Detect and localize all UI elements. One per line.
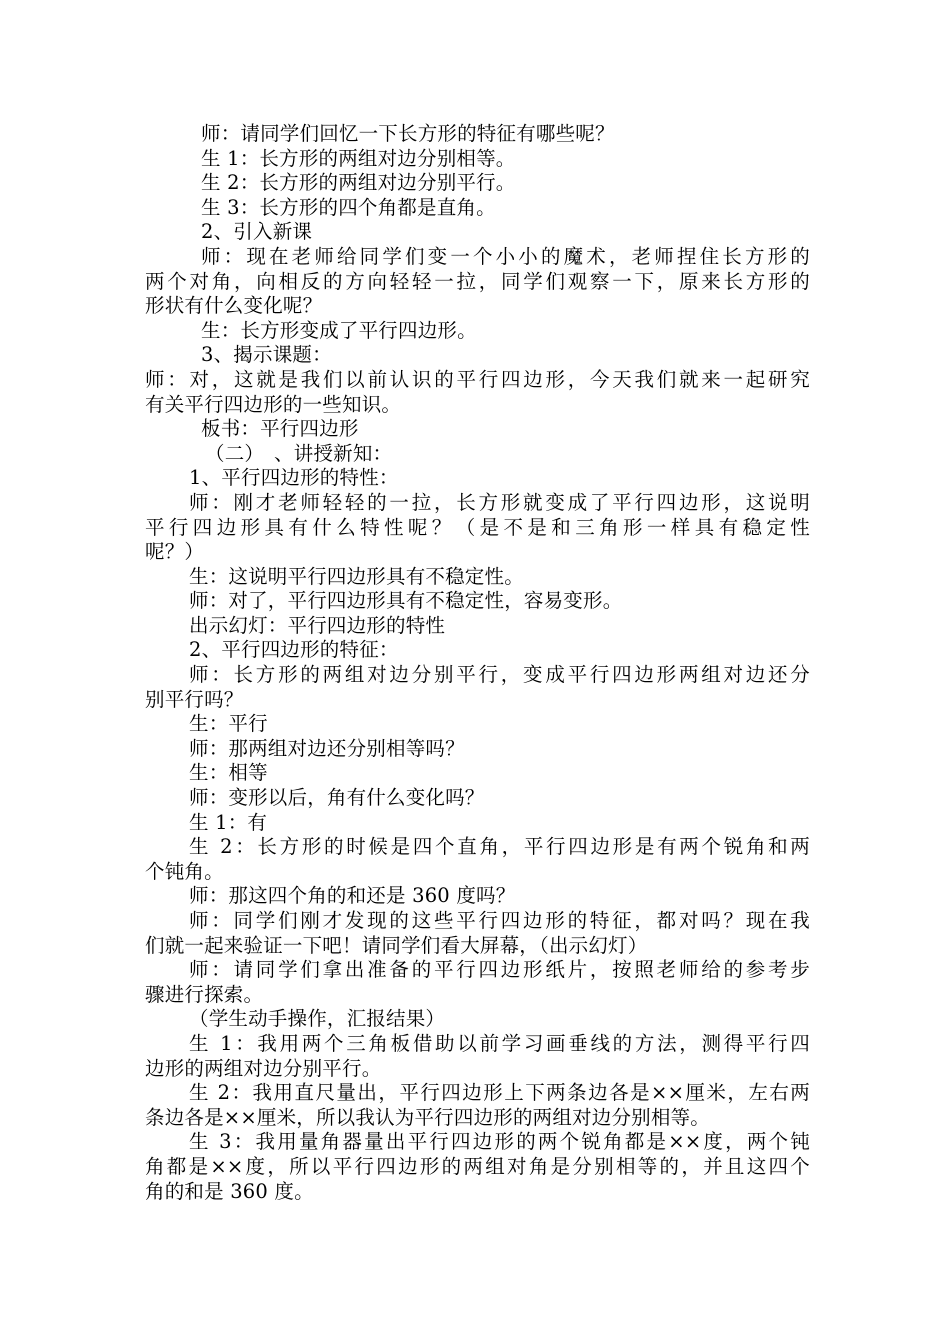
paragraph-line: 师：对，这就是我们以前认识的平行四边形，今天我们就来一起研究 (145, 367, 810, 391)
paragraph-line: 2、平行四边形的特征： (189, 638, 399, 662)
paragraph-line: 师：刚才老师轻轻的一拉，长方形就变成了平行四边形，这说明 (189, 490, 810, 514)
paragraph-line: 师：长方形的两组对边分别平行，变成平行四边形两组对边还分 (189, 663, 810, 687)
paragraph-line: 角都是××度，所以平行四边形的两组对角是分别相等的，并且这四个 (145, 1154, 810, 1178)
paragraph-line: 师：对了，平行四边形具有不稳定性，容易变形。 (189, 589, 623, 613)
paragraph-line: 师：现在老师给同学们变一个小小的魔术，老师捏住长方形的 (201, 244, 810, 268)
paragraph-line: 生 3：我用量角器量出平行四边形的两个锐角都是××度，两个钝 (189, 1130, 810, 1154)
paragraph-line: 边形的两组对边分别平行。 (145, 1056, 382, 1080)
paragraph-line: 师：同学们刚才发现的这些平行四边形的特征，都对吗？现在我 (189, 909, 810, 932)
paragraph-line: 生 1：我用两个三角板借助以前学习画垂线的方法，测得平行四 (189, 1031, 810, 1055)
paragraph-line: 生 2：长方形的两组对边分别平行。 (201, 171, 516, 195)
paragraph-line: 1、平行四边形的特性： (189, 466, 399, 490)
paragraph-line: 生 1：有 (189, 810, 268, 834)
paragraph-line: 2、引入新课 (201, 220, 313, 244)
paragraph-line: 师：那这四个角的和还是 360 度吗？ (189, 884, 516, 908)
paragraph-line: 生：相等 (189, 761, 268, 785)
paragraph-line: 别平行吗？ (145, 687, 244, 711)
paragraph-line: 条边各是××厘米，所以我认为平行四边形的两组对边分别相等。 (145, 1105, 710, 1129)
paragraph-line: 形状有什么变化呢？ (145, 294, 323, 318)
paragraph-line: 个钝角。 (145, 859, 224, 883)
paragraph-line: 生：长方形变成了平行四边形。 (201, 318, 477, 342)
paragraph-line: 有关平行四边形的一些知识。 (145, 392, 402, 416)
paragraph-line: 生：平行 (189, 712, 268, 736)
paragraph-line: 平行四边形具有什么特性呢？（是不是和三角形一样具有稳定性 (145, 515, 810, 539)
paragraph-line: 生 1：长方形的两组对边分别相等。 (201, 146, 516, 170)
paragraph-line: 生 2：长方形的时候是四个直角，平行四边形是有两个锐角和两 (189, 835, 810, 859)
document-body (145, 122, 810, 1204)
paragraph-line: 生：这说明平行四边形具有不稳定性。 (189, 564, 524, 588)
paragraph-line: 板书：平行四边形 (201, 417, 359, 441)
paragraph-line: （学生动手操作，汇报结果） (189, 1007, 446, 1031)
paragraph-line: 3、揭示课题： (201, 343, 332, 367)
paragraph-line: 师：那两组对边还分别相等吗？ (189, 736, 465, 760)
paragraph-line: 生 3：长方形的四个角都是直角。 (201, 195, 496, 219)
paragraph-line: 呢？） (145, 540, 205, 564)
paragraph-line: 们就一起来验证一下吧！请同学们看大屏幕，（出示幻灯） (145, 933, 648, 957)
paragraph-line: 骤进行探索。 (145, 982, 264, 1006)
paragraph-line: 师：请同学们回忆一下长方形的特征有哪些呢？ (201, 122, 615, 145)
paragraph-line: 生 2：我用直尺量出，平行四边形上下两条边各是××厘米，左右两 (189, 1081, 810, 1105)
paragraph-line: 师：变形以后，角有什么变化吗？ (189, 786, 485, 810)
paragraph-line: 角的和是 360 度。 (145, 1179, 314, 1203)
paragraph-line: 师：请同学们拿出准备的平行四边形纸片，按照老师给的参考步 (189, 958, 810, 982)
paragraph-line: 出示幻灯：平行四边形的特性 (189, 613, 446, 637)
paragraph-line: （二） 、讲授新知： (205, 441, 393, 465)
paragraph-line: 两个对角，向相反的方向轻轻一拉，同学们观察一下，原来长方形的 (145, 269, 810, 293)
